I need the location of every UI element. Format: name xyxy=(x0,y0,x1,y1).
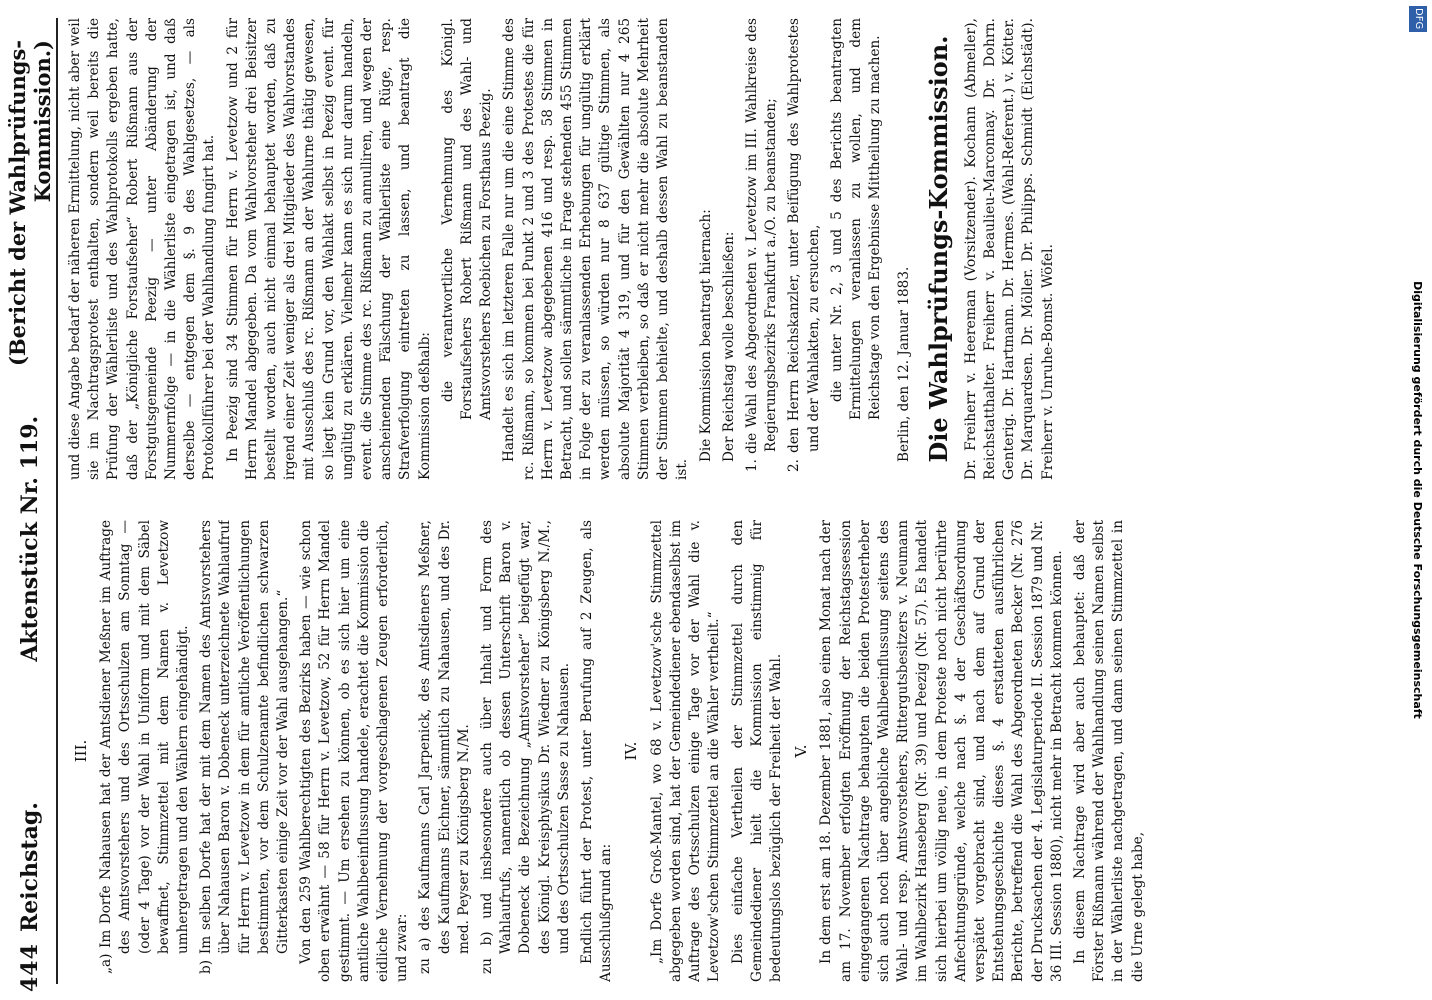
paragraph: zu b) und insbesondere auch über Inhalt und Form des Wahlaufrufs, namentlich ob dessen Unterschrift Baron v. Dobeneck die Bezeichnung „Amtsvorsteher“ beigefügt war, des Königl. Kreisphysikus Dr. Wiedner zu Königsberg N./M., und des Ortsschulzen Sasse zu Nahausen. xyxy=(479,520,572,974)
header-rule xyxy=(56,18,58,984)
date-line: Berlin, den 12. Januar 1883. xyxy=(896,266,913,462)
header-right: (Bericht der Wahlprüfungs-Kommission.) xyxy=(5,40,55,367)
header-center: Aktenstück Nr. 119. xyxy=(17,415,43,662)
paragraph: In dem erst am 18. Dezember 1881, also einen Monat nach der am 17. November erfolgten Eröffnung der Reichstagssession eingegangenen Nachtrage behaupten die beiden Protesterheber sich auch noch über angebliche Wahlbeeinflussung seitens des Wahl- und resp. Amtsvorstehers, Rittergutsbesitzers v. Neumann im Wahlbezirk Hanseberg (Nr. 39) und Peezig (Nr. 57). Es handelt sich hierbei um völlig neue, in dem Proteste noch nicht berührte Anfechtungsgründe, welche nach §. 4 der Geschäftsordnung verspätet vorgebracht sind, und nach dem auf Grund der Entstehungsgeschichte dieses §. 4 erstatteten ausführlichen Berichte, betreffend die Wahl des Abgeordneten Becker (Nr. 276 der Drucksachen der 4. Legislaturperiode II. Session 1879 und Nr. 36 III. Session 1880), nicht mehr in Betracht kommen können. xyxy=(818,520,1065,982)
paragraph: In diesem Nachtrage wird aber auch behauptet: daß der Förster Rißmann während der Wahlhandlung seinen Namen selbst in der Wählerliste nachgetragen, und dann seinen Stimmzettel in die Urne gelegt habe, xyxy=(1071,520,1146,982)
paragraph: Dies einfache Vertheilen der Stimmzettel durch den Gemeindediener hielt die Kommission einstimmig für bedeutungslos bezüglich der Freiheit der Wahl. xyxy=(729,520,784,982)
paragraph: Handelt es sich im letzteren Falle nur um die eine Stimme des rc. Rißmann, so kommen bei Punkt 2 und 3 des Protestes die für Herrn v. Levetzow abgegebenen 416 und resp. 58 Stimmen in Betracht, und sollen sämmtliche in Frage stehenden 455 Stimmen in Folge der zu veranlassenden Erhebungen für ungültig erklärt werden müssen, so würden nur 8 637 gültige Stimmen, als absolute Majorität 4 319, und für den Gewählten nur 4 265 Stimmen verbleiben, so daß er nicht mehr die absolute Mehrheit der Stimmen behielte, und deshalb dessen Wahl zu beanstanden ist. xyxy=(501,18,691,480)
paragraph: 1. die Wahl des Abgeordneten v. Levetzow im III. Wahlkreise des Regierungsbezirks Frankfurt a./O. zu beanstanden; xyxy=(743,18,780,472)
paragraph: Der Reichstag wolle beschließen: xyxy=(720,231,737,462)
page-header xyxy=(5,40,55,992)
dfg-logo: DFG xyxy=(1409,6,1427,32)
paragraph: 2. den Herrn Reichskanzler, unter Beifügung des Wahlprotestes und der Wahlakten, zu ersuchen, xyxy=(786,18,822,472)
paragraph: b) Im selben Dorfe hat der mit dem Namen des Amtsvorstehers über Nahausen Baron v. Dobeneck unterzeichnete Wahlaufruf für Herrn v. Levetzow in dem für amtliche Veröffentlichungen bestimmten, vor dem Schulzenamte befindlichen schwarzen Gitterkasten einige Zeit vor der Wahl ausgehangen.“ xyxy=(198,520,292,974)
paragraph: „Im Dorfe Groß-Mantel, wo 68 v. Levetzow'sche Stimmzettel abgegeben worden sind, hat der Gemeindediener ebendaselbst im Auftrage des Ortsschulzen einige Tage vor der Wahl die v. Levetzow'schen Stimmzettel an die Wähler vertheilt.“ xyxy=(648,520,723,982)
paragraph: die verantwortliche Vernehmung des Königl. Forstaufsehers Robert Rißmann und des Wahl- und Amtsvorstehers Roebichen zu Forsthaus Peezig. xyxy=(439,18,495,420)
left-column xyxy=(66,520,1376,982)
section-heading: III. xyxy=(72,739,90,763)
page-number: 444 xyxy=(17,943,43,992)
digitization-note: Digitalisierung gefördert durch die Deutsche Forschungsgemeinschaft xyxy=(1411,281,1424,719)
section-heading: IV. xyxy=(622,741,641,761)
paragraph: Von den 259 Wahlberechtigten des Bezirks haben — wie schon oben erwähnt — 58 für Herrn v. Levetzow, 52 für Herrn Mandel gestimmt. — Um ersehen zu können, ob es sich hier um eine amtliche Wahlbeeinflussung handele, erachtet die Kommission die eidliche Vernehmung der vorgeschlagenen Zeugen erforderlich, und zwar: xyxy=(298,520,411,982)
section-heading: V. xyxy=(792,744,811,758)
paragraph: und diese Angabe bedarf der näheren Ermittelung, nicht aber weil sie im Nachtragsprotest enthalten, sondern weil bereits die Prüfung der Wählerliste und des Wahlprotokolls ergeben hatte, daß der „Königliche Forstaufseher“ Robert Rißmann aus der Forstgutsgemeinde Peezig — unter Abänderung der Nummernfolge — in die Wählerliste eingetragen ist, und daß derselbe — entgegen dem §. 9 des Wahlgesetzes, — als Protokollführer bei der Wahlhandlung fungirt hat. xyxy=(67,18,218,480)
signatures: Dr. Freiherr v. Heereman (Vorsitzender). Kochann (Abmeller), Reichstatthalter. Freiherr v. Beaulieu-Marconnay. Dr. Dohrn. Genterig. Dr. Hartmann. Dr. Hermes. (Wahl-Referent.) v. Kötter. Dr. Marquardsen. Dr. Möller. Dr. Philipps. Schmidt (Eichstädt). Freiherr v. Unruhe-Bomst. Wöfel. xyxy=(962,18,1056,480)
paragraph: Die Kommission beantragt hiernach: xyxy=(697,209,714,462)
paragraph: Endlich führt der Protest, unter Berufung auf 2 Zeugen, als Ausschlußgrund an: xyxy=(579,520,615,982)
paragraph: die unter Nr. 2, 3 und 5 des Berichts beantragten Ermittelungen veranlassen zu wollen, und dem Reichstage von den Ergebnisse Mittheilung zu machen. xyxy=(828,18,884,420)
paragraph: In Peezig sind 34 Stimmen für Herrn v. Levetzow und 2 für Herrn Mandel abgegeben. Da vom Wahlvorsteher drei Beisitzer bestellt worden, auch nicht einmal behauptet worden, daß zu irgend einer Zeit weniger als drei Mitglieder des Wahlvorstandes mit Ausschluß des rc. Rißmann an der Wahlurne thätig gewesen, so liegt kein Grund vor, den Wahlakt selbst in Peezig event. für ungültig zu erklären. Vielmehr kann es sich nur darum handeln, event. die Stimme des rc. Rißmann zu annulliren, und wegen der anscheinenden Fälschung der Wählerliste eine Rüge, resp. Strafverfolgung eintreten zu lassen, und beantragt die Kommission deßhalb: xyxy=(224,18,433,480)
header-left: Reichstag. xyxy=(17,802,43,932)
commission-title: Die Wahlprüfungs-Kommission. xyxy=(923,35,953,463)
right-column xyxy=(66,18,1376,480)
paragraph: „a) Im Dorfe Nahausen hat der Amtsdiener Meßner im Auftrage des Amtsvorstehers und des Ortsschulzen am Sonntag — (oder 4 Tage) vor der Wahl in Uniform und mit dem Säbel bewaffnet, Stimmzettel mit dem Namen v. Levetzow umhergetragen und den Wählern eingehändigt. xyxy=(98,520,192,974)
paragraph: zu a) des Kaufmanns Carl Jarpenick, des Amtsdieners Meßner, des Kaufmanns Eichner, sämmtlich zu Nahausen, und des Dr. med. Peyser zu Königsberg N./M. xyxy=(417,520,472,974)
